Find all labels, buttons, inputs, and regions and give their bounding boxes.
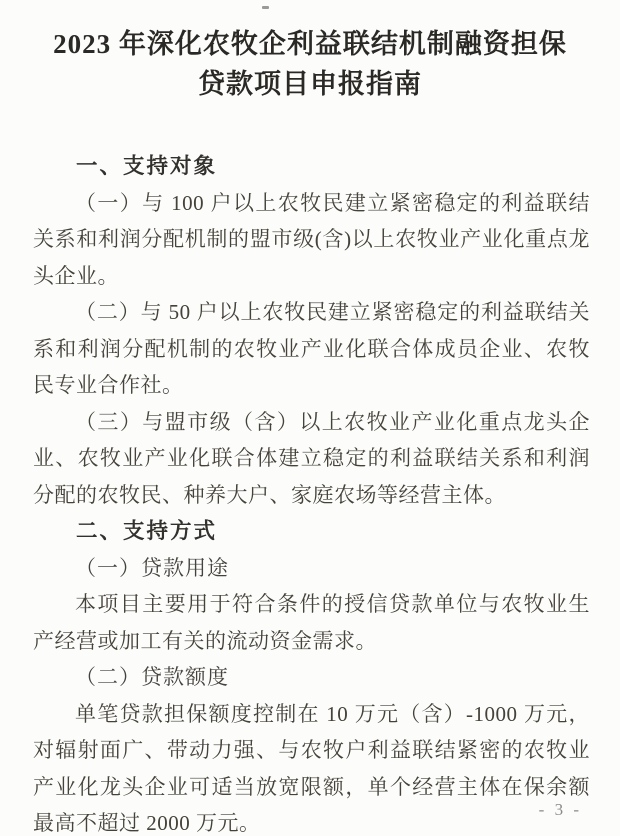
section-heading-support-method: 二、支持方式 [76,519,218,543]
document-title-line-2: 贷款项目申报指南 [198,69,422,99]
subsection-heading-loan-purpose: （一）贷款用途 [75,555,229,580]
paragraph-support-target-3: （三）与盟市级（含）以上农牧业产业化重点龙头企业、农牧业产业化联合体建立稳定的利益联结关系和利润分配的农牧民、种养大户、家庭农场等经营主体。 [33,409,590,507]
paragraph-support-target-2: （二）与 50 户以上农牧民建立紧密稳定的利益联结关系和利润分配机制的农牧业产业化联合体成员企业、农牧民专业合作社。 [33,300,590,397]
document-title [28,24,592,104]
page-number: - 3 - [538,800,582,819]
scan-artifact-mark [262,6,269,9]
paragraph-support-target-1: （一）与 100 户以上农牧民建立紧密稳定的利益联结关系和利润分配机制的盟市级(含)以上农牧业产业化重点龙头企业。 [33,190,590,288]
document-title-line-1: 2023 年深化农牧企利益联结机制融资担保 [53,29,567,59]
section-heading-support-targets: 一、支持对象 [76,154,218,178]
subsection-heading-loan-quota: （二）贷款额度 [75,665,229,689]
paragraph-loan-quota: 单笔贷款担保额度控制在 10 万元（含）-1000 万元，对辐射面广、带动力强、与农牧户利益联结紧密的农牧业产业化龙头企业可适当放宽限额，单个经营主体在保余额最高不超过 2000 万元。 [33,701,590,835]
paragraph-loan-purpose: 本项目主要用于符合条件的授信贷款单位与农牧业生产经营或加工有关的流动资金需求。 [33,592,590,653]
document-body [33,148,590,836]
